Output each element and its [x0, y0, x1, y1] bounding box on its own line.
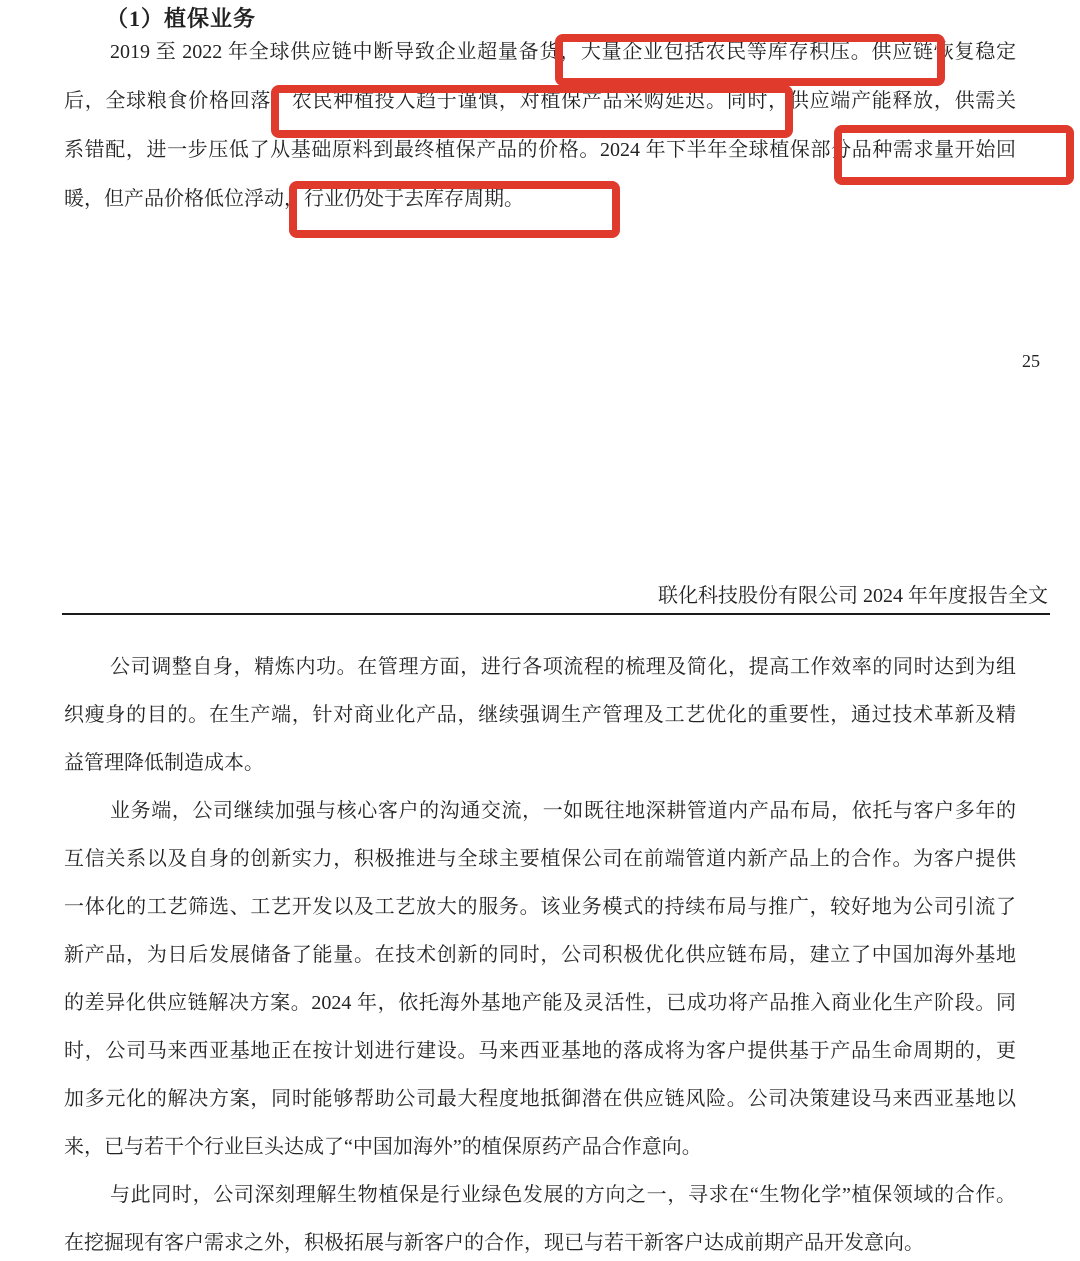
paragraph-line: 2019 至 2022 年全球供应链中断导致企业超量备货，大量企业包括农民等库存积压。供应链恢复稳定: [110, 41, 1016, 63]
paragraph-line: 系错配，进一步压低了从基础原料到最终植保产品的价格。2024 年下半年全球植保部分品种需求量开始回: [64, 139, 1016, 161]
paragraph-line: 公司调整自身，精炼内功。在管理方面，进行各项流程的梳理及简化，提高工作效率的同时达到为组: [110, 656, 1016, 678]
body-paragraphs: [64, 643, 1016, 1261]
plant-protection-paragraph: [64, 28, 1016, 224]
paragraph-line: 来，已与若干个行业巨头达成了“中国加海外”的植保原药产品合作意向。: [64, 1136, 702, 1158]
header-divider-line: [62, 613, 1050, 615]
paragraph-line: 新产品，为日后发展储备了能量。在技术创新的同时，公司积极优化供应链布局，建立了中国加海外基地: [64, 944, 1016, 966]
paragraph-line: 与此同时，公司深刻理解生物植保是行业绿色发展的方向之一，寻求在“生物化学”植保领域的合作。: [110, 1184, 1016, 1206]
paragraph-line: 在挖掘现有客户需求之外，积极拓展与新客户的合作，现已与若干新客户达成前期产品开发意向。: [64, 1232, 924, 1254]
paragraph-line: 业务端，公司继续加强与核心客户的沟通交流，一如既往地深耕管道内产品布局，依托与客户多年的: [110, 800, 1016, 822]
paragraph-line: 互信关系以及自身的创新实力，积极推进与全球主要植保公司在前端管道内新产品上的合作。为客户提供: [64, 848, 1016, 870]
paragraph-line: 织瘦身的目的。在生产端，针对商业化产品，继续强调生产管理及工艺优化的重要性，通过技术革新及精: [64, 704, 1016, 726]
paragraph-line: 时，公司马来西亚基地正在按计划进行建设。马来西亚基地的落成将为客户提供基于产品生命周期的，更: [64, 1040, 1016, 1062]
paragraph-line: 益管理降低制造成本。: [64, 752, 264, 774]
section-heading: （1）植保业务: [106, 6, 257, 31]
paragraph-line: 加多元化的解决方案，同时能够帮助公司最大程度地抵御潜在供应链风险。公司决策建设马来西亚基地以: [64, 1088, 1016, 1110]
paragraph-line: 暖，但产品价格低位浮动，行业仍处于去库存周期。: [64, 188, 524, 210]
page-number: 25: [1022, 351, 1040, 371]
paragraph-line: 一体化的工艺筛选、工艺开发以及工艺放大的服务。该业务模式的持续布局与推广，较好地为公司引流了: [64, 896, 1016, 918]
paragraph-line: 后，全球粮食价格回落，农民种植投入趋于谨慎，对植保产品采购延迟。同时，供应端产能释放，供需关: [64, 90, 1016, 112]
report-footer: 联化科技股份有限公司 2024 年年度报告全文: [658, 585, 1048, 607]
paragraph-line: 的差异化供应链解决方案。2024 年，依托海外基地产能及灵活性，已成功将产品推入商业化生产阶段。同: [64, 992, 1016, 1014]
